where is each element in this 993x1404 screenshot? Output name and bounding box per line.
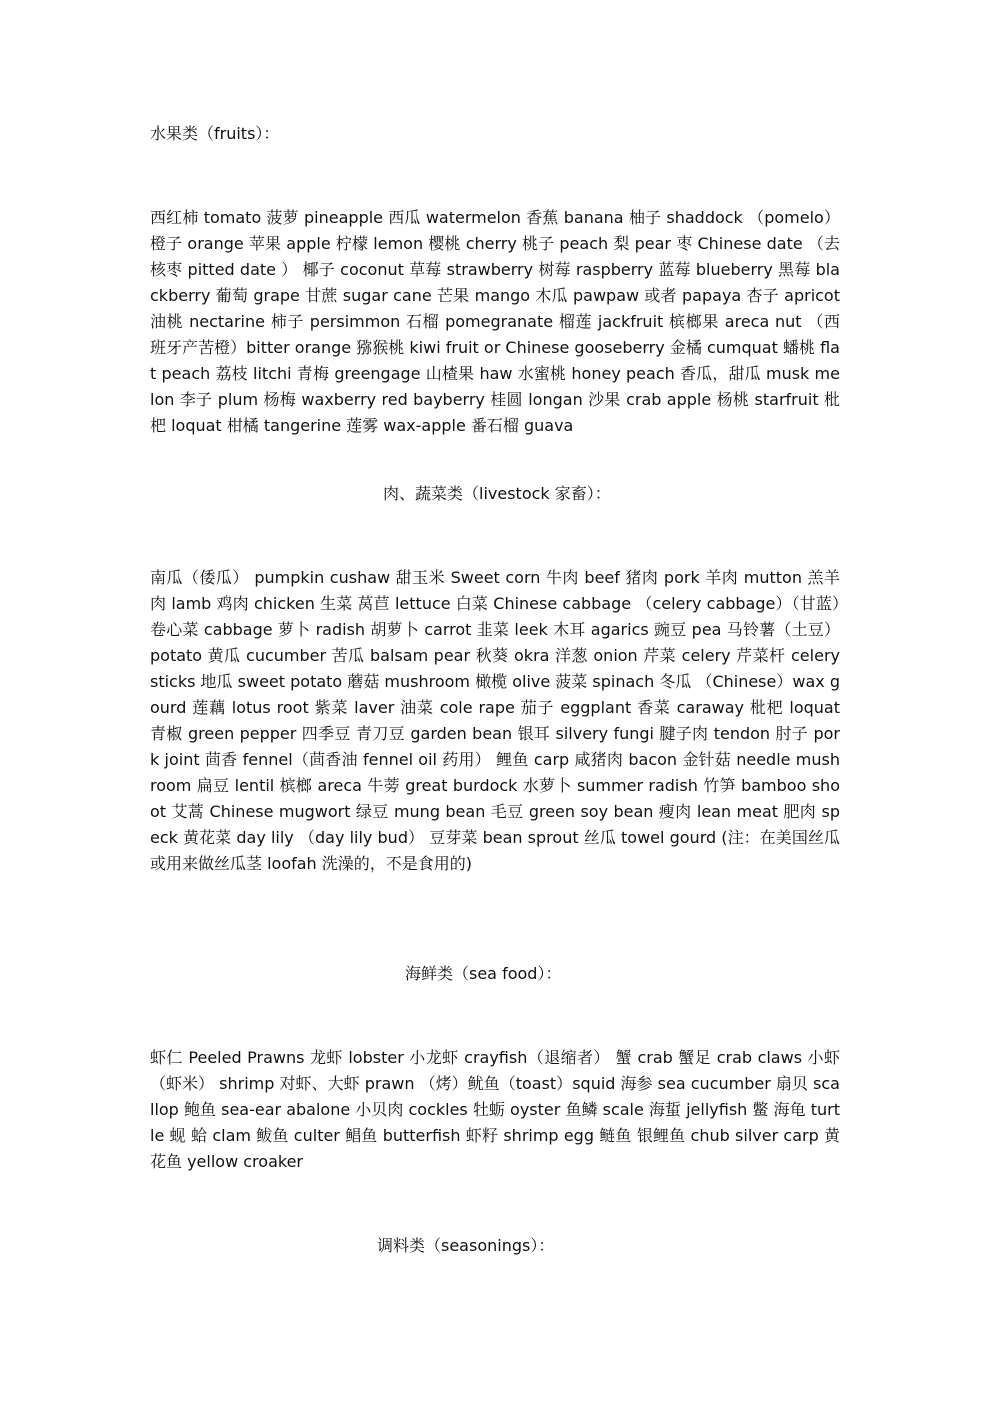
section-body-seafood: 虾仁 Peeled Prawns 龙虾 lobster 小龙虾 crayfish（退缩者） 蟹 crab 蟹足 crab claws 小虾（虾米） shrimp 对虾、大虾 prawn （烤）鱿鱼（toast）squid 海参 sea cucumber 扇贝 scallop 鲍鱼 sea-ear abalone 小贝肉 cockles 牡蛎 oyster 鱼鳞 scale 海蜇 jellyfish 鳖 海龟 turtle 蚬 蛤 clam 鲅鱼 culter 鲳鱼 butterfish 虾籽 shrimp egg 鲢鱼 银鲤鱼 chub silver carp 黄花鱼 yellow croaker <box>150 1048 840 1171</box>
section-heading-seafood: 海鲜类（sea food）： <box>405 964 562 983</box>
section-heading-livestock: 肉、蔬菜类（livestock 家畜）： <box>383 484 611 503</box>
section-heading-fruits: 水果类（fruits）： <box>150 124 280 143</box>
section-body-livestock: 南瓜（倭瓜） pumpkin cushaw 甜玉米 Sweet corn 牛肉 beef 猪肉 pork 羊肉 mutton 羔羊肉 lamb 鸡肉 chicken 生菜 莴苣 lettuce 白菜 Chinese cabbage （celery cabbage）（甘蓝）卷心菜 cabbage 萝卜 radish 胡萝卜 carrot 韭菜 leek 木耳 agarics 豌豆 pea 马铃薯（土豆） potato 黄瓜 cucumber 苦瓜 balsam pear 秋葵 okra 洋葱 onion 芹菜 celery 芹菜杆 celery sticks 地瓜 sweet potato 蘑菇 mushroom 橄榄 olive 菠菜 spinach 冬瓜 （Chinese）wax gourd 莲藕 lotus root 紫菜 laver 油菜 cole rape 茄子 eggplant 香菜 caraway 枇杷 loquat 青椒 green pepper 四季豆 青刀豆 garden bean 银耳 silvery fungi 腱子肉 tendon 肘子 pork joint 茴香 fennel（茴香油 fennel oil 药用） 鲤鱼 carp 咸猪肉 bacon 金针菇 needle mushroom 扁豆 lentil 槟榔 areca 牛蒡 great burdock 水萝卜 summer radish 竹笋 bamboo shoot 艾蒿 Chinese mugwort 绿豆 mung bean 毛豆 green soy bean 瘦肉 lean meat 肥肉 speck 黄花菜 day lily （day lily bud） 豆芽菜 bean sprout 丝瓜 towel gourd (注：在美国丝瓜或用来做丝瓜茎 loofah 洗澡的，不是食用的) <box>150 568 840 873</box>
section-body-fruits: 西红柿 tomato 菠萝 pineapple 西瓜 watermelon 香蕉 banana 柚子 shaddock （pomelo） 橙子 orange 苹果 apple 柠檬 lemon 樱桃 cherry 桃子 peach 梨 pear 枣 Chinese date （去核枣 pitted date ） 椰子 coconut 草莓 strawberry 树莓 raspberry 蓝莓 blueberry 黑莓 blackberry 葡萄 grape 甘蔗 sugar cane 芒果 mango 木瓜 pawpaw 或者 papaya 杏子 apricot 油桃 nectarine 柿子 persimmon 石榴 pomegranate 榴莲 jackfruit 槟榔果 areca nut （西班牙产苦橙）bitter orange 猕猴桃 kiwi fruit or Chinese gooseberry 金橘 cumquat 蟠桃 flat peach 荔枝 litchi 青梅 greengage 山楂果 haw 水蜜桃 honey peach 香瓜，甜瓜 musk melon 李子 plum 杨梅 waxberry red bayberry 桂圆 longan 沙果 crab apple 杨桃 starfruit 枇杷 loquat 柑橘 tangerine 莲雾 wax-apple 番石榴 guava <box>150 208 840 435</box>
section-heading-seasonings: 调料类（seasonings）： <box>377 1236 555 1255</box>
